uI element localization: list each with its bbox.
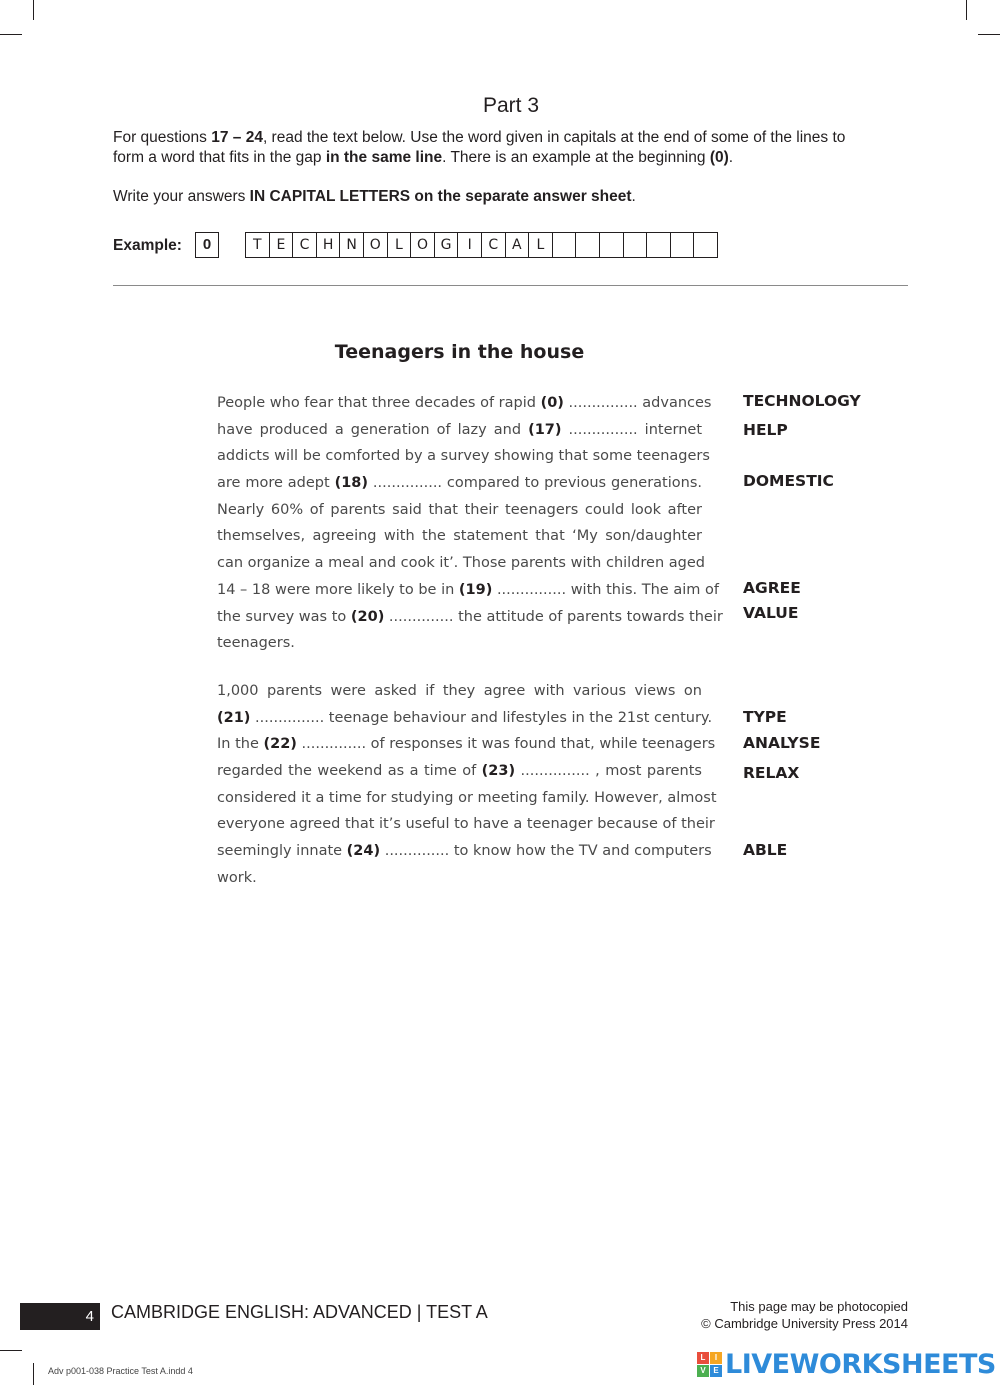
line-text: .............. of responses it was found that, while teenagers (296, 736, 716, 753)
line-text: ............... , most parents (515, 763, 702, 780)
answer-letter-box: I (458, 232, 482, 258)
answer-letter-box: C (293, 232, 317, 258)
line-text: addicts will be comforted by a survey showing that some teenagers (217, 448, 710, 465)
file-slug: Adv p001-038 Practice Test A.indd 4 (48, 1366, 193, 1376)
keyword-type: TYPE (743, 708, 787, 726)
answer-letter-box (671, 232, 695, 258)
answer-letter-box: O (411, 232, 435, 258)
keyword-analyse: ANALYSE (743, 734, 821, 752)
crop-mark (33, 1363, 34, 1385)
paragraph-1 (217, 390, 723, 657)
answer-letter-box (600, 232, 624, 258)
bold-run: 17 – 24 (211, 129, 263, 146)
text-line (217, 577, 719, 604)
crop-mark (0, 1350, 22, 1351)
liveworksheets-mark-icon (697, 1352, 722, 1377)
text-line (217, 497, 702, 524)
text-line (217, 758, 702, 785)
line-text: teenagers. (217, 635, 295, 652)
line-text: ............... compared to previous generations. (368, 475, 702, 492)
logo-mark-tile: L (697, 1352, 709, 1364)
text-line (217, 785, 717, 812)
line-text: can organize a meal and cook it’. Those parents with children aged (217, 555, 705, 572)
line-text: regarded the weekend as a time of (217, 763, 482, 780)
line-text: everyone agreed that it’s useful to have a teenager because of their (217, 816, 715, 833)
line-text: 14 – 18 were more likely to be in (217, 581, 459, 598)
copyright-line: © Cambridge University Press 2014 (701, 1316, 908, 1331)
line-text: the survey was to (217, 608, 351, 625)
text-line (217, 443, 710, 470)
instruction-line-1 (113, 128, 913, 148)
answer-letter-box (647, 232, 671, 258)
line-text: People who fear that three decades of rapid (217, 395, 541, 411)
answer-letter-box: L (529, 232, 553, 258)
text-run: Write your answers (113, 188, 250, 205)
text-line (217, 470, 702, 497)
answer-letter-box: T (246, 232, 270, 258)
instruction-line-3 (113, 187, 913, 207)
line-text: ............... teenage behaviour and lifestyles in the 21st century. (250, 709, 713, 726)
line-text: have produced a generation of lazy and (217, 421, 529, 438)
photocopy-line: This page may be photocopied (730, 1299, 908, 1314)
keyword-value: VALUE (743, 604, 799, 622)
logo-mark-tile: V (697, 1365, 709, 1377)
line-text: .............. to know how the TV and computers (380, 843, 712, 860)
text-line (217, 390, 712, 417)
gap-number: (0) (540, 395, 564, 411)
paragraph-2 (217, 678, 717, 892)
text-title: Teenagers in the house (334, 341, 585, 363)
text-run: . There is an example at the beginning (442, 149, 710, 166)
text-run: . (728, 149, 734, 166)
answer-letter-box: A (506, 232, 530, 258)
instruction-line-2 (113, 148, 913, 168)
text-line (217, 865, 702, 892)
text-run: . (631, 188, 636, 205)
gap-number: (19) (458, 581, 493, 598)
crop-mark (978, 34, 1000, 35)
keyword-able: ABLE (743, 841, 788, 859)
answer-letter-box (694, 232, 718, 258)
text-line (217, 630, 702, 657)
gap-number: (18) (334, 475, 369, 492)
text-line (217, 811, 715, 838)
answer-letter-box (576, 232, 600, 258)
answer-letter-box: L (388, 232, 412, 258)
line-text: In the (217, 736, 264, 753)
keyword-agree: AGREE (743, 579, 801, 597)
crop-mark (966, 0, 967, 20)
answer-letter-box: O (364, 232, 388, 258)
gap-number: (22) (263, 736, 297, 753)
series-title: CAMBRIDGE ENGLISH: ADVANCED | TEST A (111, 1302, 488, 1322)
answer-letter-box: C (482, 232, 506, 258)
line-text: work. (217, 869, 257, 886)
example-answer-boxes (245, 232, 718, 258)
line-text: 1,000 parents were asked if they agree with various views on (217, 683, 702, 699)
liveworksheets-wordmark: LIVEWORKSHEETS (725, 1349, 996, 1380)
text-line (217, 550, 705, 577)
line-text: .............. the attitude of parents towards their (384, 608, 723, 625)
gap-number: (20) (350, 608, 385, 625)
crop-mark (0, 34, 22, 35)
example-number-box: 0 (195, 232, 219, 258)
keyword-relax: RELAX (743, 764, 800, 782)
copyright-notice (701, 1298, 908, 1332)
line-text: considered it a time for studying or meeting family. However, almost (217, 789, 717, 806)
divider (113, 285, 908, 286)
answer-letter-box (624, 232, 648, 258)
text-run: form a word that fits in the gap (113, 149, 326, 166)
gap-number: (23) (481, 763, 516, 780)
part-title: Part 3 (482, 94, 540, 117)
crop-mark (33, 0, 34, 20)
line-text: ............... with this. The aim of (492, 581, 719, 598)
line-text: are more adept (217, 475, 335, 492)
logo-mark-tile: I (710, 1352, 722, 1364)
text-line (217, 523, 702, 550)
text-line (217, 705, 713, 732)
bold-run: IN CAPITAL LETTERS on the separate answer sheet (249, 188, 632, 205)
bold-run: in the same line (325, 149, 443, 166)
keyword-technology: TECHNOLOGY (743, 392, 861, 410)
gap-number: (17) (528, 421, 562, 438)
answer-letter-box: N (340, 232, 364, 258)
line-text: ............... advances (563, 395, 712, 411)
answer-letter-box: E (270, 232, 294, 258)
text-line (217, 417, 702, 444)
line-text: seemingly innate (217, 843, 347, 860)
text-line (217, 604, 723, 631)
example-label: Example: (113, 237, 182, 254)
line-text: themselves, agreeing with the statement that ‘My son/daughter (217, 528, 702, 545)
text-run: , read the text below. Use the word given in capitals at the end of some of the lines to (262, 129, 846, 146)
line-text: Nearly 60% of parents said that their teenagers could look after (217, 501, 702, 518)
text-run: For questions (113, 129, 212, 146)
gap-number: (21) (217, 709, 251, 726)
answer-letter-box: G (435, 232, 459, 258)
gap-number: (24) (346, 843, 381, 860)
answer-letter-box: H (317, 232, 341, 258)
text-line (217, 731, 716, 758)
text-line (217, 838, 712, 865)
line-text: ............... internet (561, 421, 703, 438)
text-line (217, 678, 702, 705)
answer-letter-box (553, 232, 577, 258)
keyword-help: HELP (743, 421, 788, 439)
page-number: 4 (85, 1308, 94, 1325)
keyword-domestic: DOMESTIC (743, 472, 834, 490)
bold-run: (0) (709, 149, 729, 166)
logo-mark-tile: E (710, 1365, 722, 1377)
liveworksheets-logo[interactable] (697, 1349, 996, 1380)
